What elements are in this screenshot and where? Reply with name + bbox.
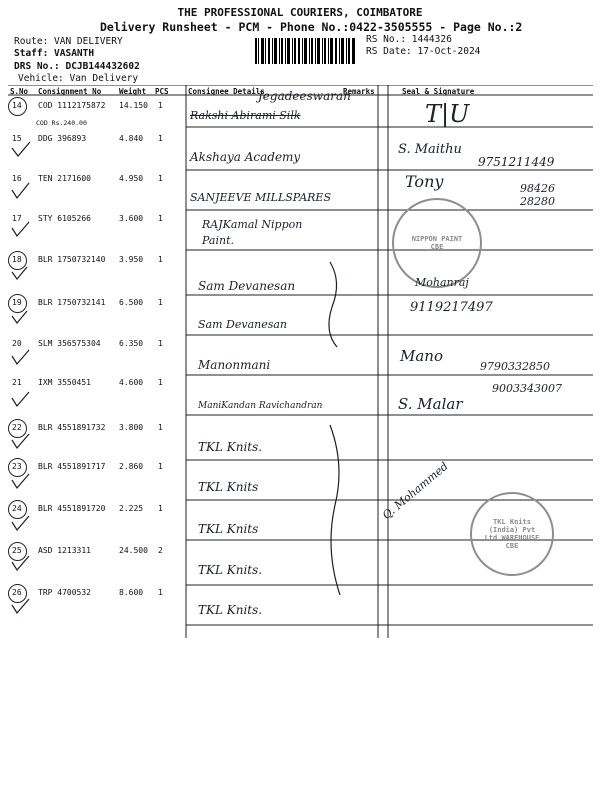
row-16-phone: 98426 28280 [520,182,555,208]
row-22-sno: 22 [12,423,22,432]
row-21-signature: S. Malar [398,395,463,413]
warehouse-stamp [470,492,554,576]
row-17-consignee: RAJKamal Nippon Paint. [202,218,303,247]
row-22-consignment: BLR 4551891732 [38,423,106,432]
row-22-consignee: TKL Knits. [198,440,263,454]
row-24-signature: Q. Mohammed [380,459,451,522]
row-24-consignee: TKL Knits [198,522,259,536]
row-16-signature: Tony [405,172,444,191]
row-21-consignment: IXM 3550451 [38,378,91,387]
row-14-consignment: COD 1112175872 [38,101,106,110]
row-18-pcs: 1 [158,255,163,264]
row-20-phone: 9790332850 [480,360,550,373]
row-16-weight: 4.950 [119,174,144,183]
row-23-sno: 23 [12,462,22,471]
row-15-consignee: Akshaya Academy [190,150,301,164]
row-16-consignment: TEN 2171600 [38,174,91,183]
row-21-weight: 4.600 [119,378,144,387]
row-17-sno: 17 [12,214,22,223]
row-17-consignment: STY 6105266 [38,214,91,223]
row-19-phone: 9119217497 [410,300,493,315]
row-26-consignee: TKL Knits. [198,603,263,617]
barcode [255,38,355,64]
route-label: Route: VAN DELIVERY [14,36,123,47]
row-22-weight: 3.800 [119,423,144,432]
row-18-signature: Mohanraj [415,276,469,289]
col-weight: Weight [119,87,147,96]
col-pcs: PCS [155,87,169,96]
rs-number: RS No.: 1444326 [366,34,452,45]
drs-number: DRS No.: DCJB144432602 [14,61,140,72]
row-26-consignment: TRP 4700532 [38,588,91,597]
row-18-consignment: BLR 1750732140 [38,255,106,264]
row-14-consignee: Rakshi Abirami Silk [190,109,301,122]
row-16-sno: 16 [12,174,22,183]
col-sno: S.No [10,87,29,96]
row-21-consignee: ManiKandan Ravichandran [198,401,323,411]
row-14-signature: T|U [425,100,470,128]
row-26-weight: 8.600 [119,588,144,597]
row-18-sno: 18 [12,255,22,264]
row-14-weight: 14.150 [119,101,148,110]
row-21-pcs: 1 [158,378,163,387]
row-21-phone: 9003343007 [492,382,562,395]
row-19-consignment: BLR 1750732141 [38,298,106,307]
row-25-consignee: TKL Knits. [198,563,263,577]
row-25-sno: 25 [12,546,22,555]
row-20-weight: 6.350 [119,339,144,348]
vehicle-label: Vehicle: Van Delivery [18,73,139,84]
row-23-weight: 2.860 [119,462,144,471]
staff-label: Staff: VASANTH [14,48,95,59]
row-14-pcs: 1 [158,101,163,110]
row-25-pcs: 2 [158,546,163,555]
row-18-weight: 3.950 [119,255,144,264]
row-19-weight: 6.500 [119,298,144,307]
row-14-consignee-extra: Jegadeeswaran [258,89,351,103]
row-17-weight: 3.600 [119,214,144,223]
row-23-pcs: 1 [158,462,163,471]
row-14-cod-amount: COD Rs.240.00 [36,119,87,127]
col-consignee: Consignee Details [188,87,265,96]
row-20-sno: 20 [12,339,22,348]
row-23-consignee: TKL Knits [198,480,259,494]
col-remarks: Remarks [343,87,375,96]
row-24-consignment: BLR 4551891720 [38,504,106,513]
row-16-pcs: 1 [158,174,163,183]
row-15-consignment: DDG 396893 [38,134,87,143]
row-25-consignment: ASD 1213311 [38,546,91,555]
row-19-pcs: 1 [158,298,163,307]
row-16-consignee: SANJEEVE MILLSPARES [190,191,331,204]
row-20-pcs: 1 [158,339,163,348]
row-15-pcs: 1 [158,134,163,143]
row-19-sno: 19 [12,298,22,307]
row-26-sno: 26 [12,588,22,597]
row-15-sno: 15 [12,134,22,143]
row-15-phone: 9751211449 [478,155,555,169]
rs-date: RS Date: 17-Oct-2024 [366,46,481,57]
stamp-text: TKL Knits (India) Pvt Ltd WAREHOUSE CBE [484,518,540,550]
company-title: THE PROFESSIONAL COURIERS, COIMBATORE [177,6,423,19]
row-20-consignee: Manonmani [198,358,271,372]
nippon-paint-stamp [392,198,482,288]
stamp-text: NIPPON PAINT CBE [411,235,463,251]
row-21-sno: 21 [12,378,22,387]
col-consignment: Consignment No [38,87,102,96]
row-24-sno: 24 [12,504,22,513]
row-17-pcs: 1 [158,214,163,223]
row-19-consignee: Sam Devanesan [198,318,288,331]
row-20-consignment: SLM 356575304 [38,339,101,348]
row-15-weight: 4.840 [119,134,144,143]
row-25-weight: 24.500 [119,546,148,555]
row-24-weight: 2.225 [119,504,144,513]
row-20-signature: Mano [400,347,443,365]
row-22-pcs: 1 [158,423,163,432]
row-24-pcs: 1 [158,504,163,513]
row-23-consignment: BLR 4551891717 [38,462,106,471]
row-18-consignee: Sam Devanesan [198,279,296,293]
runsheet-title: Delivery Runsheet - PCM - Phone No.:0422-3505555 - Page No.:2 [100,20,523,34]
row-26-pcs: 1 [158,588,163,597]
col-signature: Seal & Signature [402,87,475,96]
row-15-signature: S. Maithu [398,142,462,157]
row-14-sno: 14 [12,101,22,110]
